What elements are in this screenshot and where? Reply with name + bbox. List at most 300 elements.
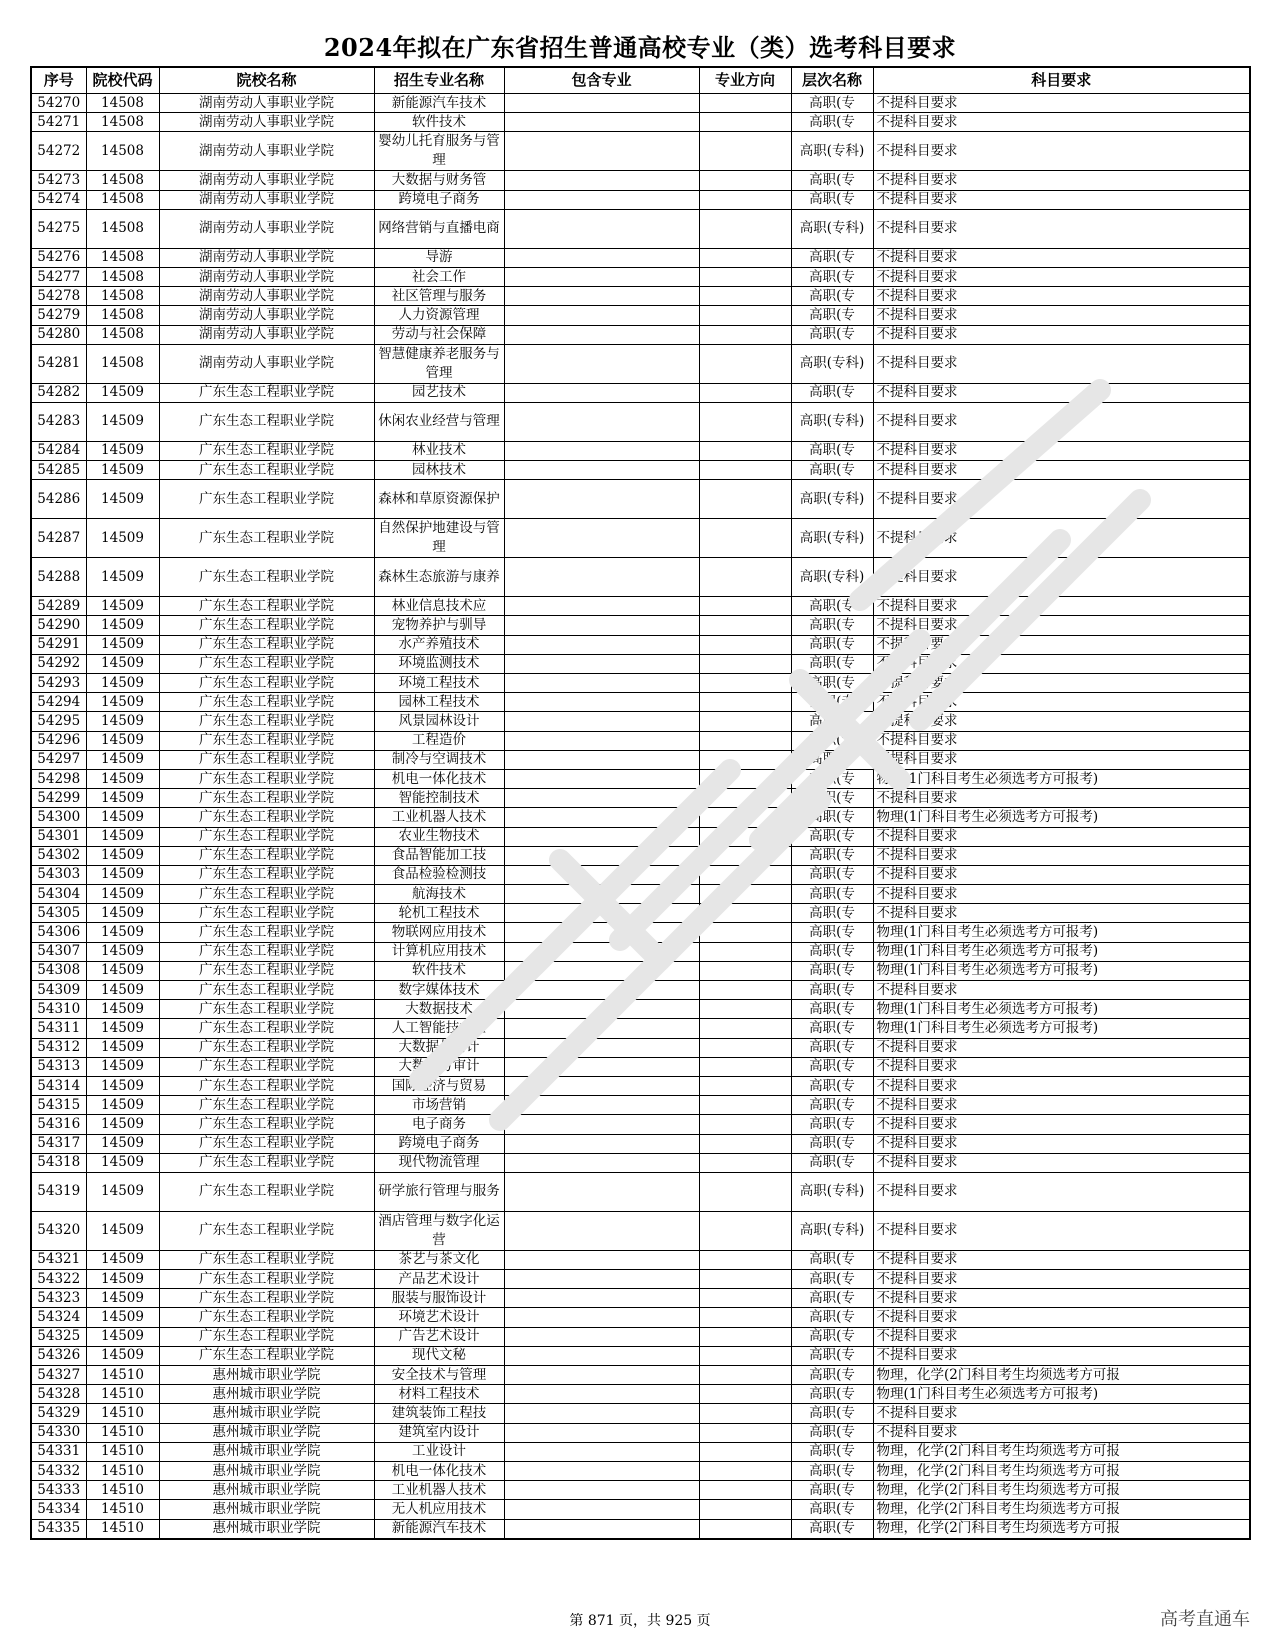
- table-cell: 广东生态工程职业学院: [159, 923, 374, 942]
- table-cell: [699, 1038, 791, 1057]
- table-cell: [504, 383, 699, 402]
- table-cell: [504, 769, 699, 788]
- table-cell: 54318: [31, 1153, 86, 1172]
- table-cell: 休闲农业经营与管理: [374, 402, 504, 441]
- table-cell: [504, 209, 699, 248]
- table-cell: 高职(专: [791, 865, 873, 884]
- table-cell: 14509: [86, 597, 159, 616]
- table-cell: 网络营销与直播电商: [374, 209, 504, 248]
- table-cell: 物理(1门科目考生必须选考方可报考): [873, 961, 1250, 980]
- table-cell: [699, 1404, 791, 1423]
- table-cell: 惠州城市职业学院: [159, 1366, 374, 1385]
- table-cell: [504, 267, 699, 286]
- table-cell: 14509: [86, 750, 159, 769]
- table-cell: 环境工程技术: [374, 674, 504, 693]
- table-cell: 不提科目要求: [873, 1404, 1250, 1423]
- table-cell: [504, 635, 699, 654]
- table-row: [31, 1038, 1250, 1057]
- table-cell: 森林和草原资源保护: [374, 480, 504, 519]
- table-cell: 软件技术: [374, 961, 504, 980]
- table-cell: 航海技术: [374, 885, 504, 904]
- table-cell: 高职(专: [791, 1481, 873, 1500]
- table-cell: 不提科目要求: [873, 306, 1250, 325]
- table-cell: 不提科目要求: [873, 519, 1250, 558]
- table-cell: [699, 1057, 791, 1076]
- table-cell: [699, 190, 791, 209]
- table-cell: 54286: [31, 480, 86, 519]
- table-cell: 14509: [86, 383, 159, 402]
- table-cell: [504, 248, 699, 267]
- table-cell: [504, 923, 699, 942]
- table-cell: 54325: [31, 1327, 86, 1346]
- table-cell: [699, 789, 791, 808]
- table-cell: 14508: [86, 306, 159, 325]
- table-cell: [504, 789, 699, 808]
- table-cell: 不提科目要求: [873, 190, 1250, 209]
- table-cell: 14509: [86, 635, 159, 654]
- table-cell: 14509: [86, 616, 159, 635]
- table-cell: 14509: [86, 654, 159, 673]
- table-cell: 14510: [86, 1442, 159, 1461]
- table-cell: [504, 190, 699, 209]
- table-cell: 高职(专: [791, 885, 873, 904]
- table-cell: 森林生态旅游与康养: [374, 558, 504, 597]
- table-cell: [504, 1519, 699, 1539]
- table-cell: 高职(专: [791, 731, 873, 750]
- table-cell: [504, 306, 699, 325]
- table-cell: 14509: [86, 1346, 159, 1365]
- table-cell: 机电一体化技术: [374, 769, 504, 788]
- table-row: [31, 1519, 1250, 1539]
- table-cell: 广东生态工程职业学院: [159, 750, 374, 769]
- table-cell: 高职(专: [791, 383, 873, 402]
- table-row: [31, 1115, 1250, 1134]
- table-cell: [504, 113, 699, 132]
- column-header: 科目要求: [873, 67, 1250, 94]
- table-cell: 湖南劳动人事职业学院: [159, 325, 374, 344]
- table-cell: 广东生态工程职业学院: [159, 519, 374, 558]
- table-cell: 高职(专: [791, 1327, 873, 1346]
- table-cell: 不提科目要求: [873, 1134, 1250, 1153]
- table-row: [31, 1404, 1250, 1423]
- table-row: [31, 209, 1250, 248]
- table-row: [31, 693, 1250, 712]
- table-cell: 54278: [31, 287, 86, 306]
- table-cell: [699, 1327, 791, 1346]
- table-cell: [699, 1442, 791, 1461]
- table-cell: [504, 1346, 699, 1365]
- table-row: [31, 248, 1250, 267]
- table-row: [31, 808, 1250, 827]
- table-cell: 水产养殖技术: [374, 635, 504, 654]
- table-cell: 广东生态工程职业学院: [159, 981, 374, 1000]
- table-cell: [699, 1308, 791, 1327]
- table-cell: 不提科目要求: [873, 461, 1250, 480]
- table-cell: 高职(专: [791, 808, 873, 827]
- table-cell: 14509: [86, 827, 159, 846]
- table-cell: 农业生物技术: [374, 827, 504, 846]
- table-cell: 14509: [86, 1250, 159, 1269]
- table-cell: 酒店管理与数字化运营: [374, 1211, 504, 1250]
- table-cell: 54302: [31, 846, 86, 865]
- table-cell: 14509: [86, 693, 159, 712]
- table-cell: 广东生态工程职业学院: [159, 769, 374, 788]
- table-cell: [699, 616, 791, 635]
- table-cell: 广东生态工程职业学院: [159, 1211, 374, 1250]
- table-cell: 广东生态工程职业学院: [159, 1289, 374, 1308]
- table-cell: 大数据与审计: [374, 1057, 504, 1076]
- table-cell: 不提科目要求: [873, 1250, 1250, 1269]
- table-cell: [504, 1270, 699, 1289]
- table-cell: 园林技术: [374, 461, 504, 480]
- table-row: [31, 267, 1250, 286]
- table-cell: 54294: [31, 693, 86, 712]
- table-cell: 新能源汽车技术: [374, 1519, 504, 1539]
- table-cell: 14508: [86, 248, 159, 267]
- table-cell: 园艺技术: [374, 383, 504, 402]
- table-cell: 不提科目要求: [873, 113, 1250, 132]
- table-cell: 14509: [86, 808, 159, 827]
- table-row: [31, 519, 1250, 558]
- table-cell: [504, 750, 699, 769]
- table-row: [31, 325, 1250, 344]
- table-cell: [699, 325, 791, 344]
- table-cell: 跨境电子商务: [374, 190, 504, 209]
- table-cell: 不提科目要求: [873, 654, 1250, 673]
- table-cell: 惠州城市职业学院: [159, 1404, 374, 1423]
- table-cell: 高职(专科): [791, 1211, 873, 1250]
- table-cell: 高职(专: [791, 461, 873, 480]
- table-cell: 不提科目要求: [873, 731, 1250, 750]
- table-cell: 茶艺与茶文化: [374, 1250, 504, 1269]
- table-cell: 物理(1门科目考生必须选考方可报考): [873, 808, 1250, 827]
- table-cell: 14508: [86, 132, 159, 171]
- table-row: [31, 1289, 1250, 1308]
- table-cell: [504, 402, 699, 441]
- table-cell: [699, 1019, 791, 1038]
- table-cell: [504, 171, 699, 190]
- table-cell: 广东生态工程职业学院: [159, 1115, 374, 1134]
- table-cell: 54299: [31, 789, 86, 808]
- table-cell: 不提科目要求: [873, 789, 1250, 808]
- table-cell: 高职(专: [791, 1346, 873, 1365]
- table-cell: [699, 480, 791, 519]
- table-cell: [699, 267, 791, 286]
- table-cell: 54296: [31, 731, 86, 750]
- table-row: [31, 1308, 1250, 1327]
- table-cell: 高职(专: [791, 1289, 873, 1308]
- table-header-row: [31, 67, 1250, 94]
- table-row: [31, 865, 1250, 884]
- table-cell: 54290: [31, 616, 86, 635]
- table-cell: 广东生态工程职业学院: [159, 1327, 374, 1346]
- table-row: [31, 461, 1250, 480]
- table-cell: 不提科目要求: [873, 402, 1250, 441]
- table-cell: 14509: [86, 1038, 159, 1057]
- table-cell: 高职(专: [791, 1038, 873, 1057]
- table-cell: 广东生态工程职业学院: [159, 1000, 374, 1019]
- table-cell: 广东生态工程职业学院: [159, 1308, 374, 1327]
- table-cell: [504, 558, 699, 597]
- table-cell: 不提科目要求: [873, 132, 1250, 171]
- table-cell: 广东生态工程职业学院: [159, 1172, 374, 1211]
- table-cell: 惠州城市职业学院: [159, 1423, 374, 1442]
- table-cell: 高职(专: [791, 1076, 873, 1095]
- table-cell: [504, 1289, 699, 1308]
- table-cell: 54275: [31, 209, 86, 248]
- table-body: [31, 94, 1250, 1539]
- table-cell: 54305: [31, 904, 86, 923]
- table-row: [31, 654, 1250, 673]
- table-cell: 不提科目要求: [873, 94, 1250, 113]
- table-cell: 不提科目要求: [873, 209, 1250, 248]
- table-row: [31, 827, 1250, 846]
- table-row: [31, 306, 1250, 325]
- table-cell: [699, 942, 791, 961]
- table-cell: 不提科目要求: [873, 981, 1250, 1000]
- table-cell: 高职(专: [791, 1096, 873, 1115]
- table-cell: 14509: [86, 731, 159, 750]
- table-cell: 54273: [31, 171, 86, 190]
- table-cell: 广东生态工程职业学院: [159, 635, 374, 654]
- table-cell: [699, 1000, 791, 1019]
- table-cell: 14509: [86, 942, 159, 961]
- table-row: [31, 674, 1250, 693]
- table-cell: 54319: [31, 1172, 86, 1211]
- table-cell: 物理(1门科目考生必须选考方可报考): [873, 942, 1250, 961]
- table-cell: [504, 885, 699, 904]
- table-cell: 不提科目要求: [873, 1308, 1250, 1327]
- table-cell: 不提科目要求: [873, 1172, 1250, 1211]
- table-cell: 54297: [31, 750, 86, 769]
- table-cell: 高职(专: [791, 171, 873, 190]
- table-cell: [504, 865, 699, 884]
- table-cell: 高职(专: [791, 1500, 873, 1519]
- table-row: [31, 1366, 1250, 1385]
- table-cell: 54281: [31, 344, 86, 383]
- table-cell: 不提科目要求: [873, 248, 1250, 267]
- table-cell: [699, 132, 791, 171]
- page-footer: 第 871 页，共 925 页: [569, 1613, 711, 1629]
- table-cell: 婴幼儿托育服务与管理: [374, 132, 504, 171]
- table-cell: 14509: [86, 674, 159, 693]
- table-cell: 高职(专: [791, 1000, 873, 1019]
- table-cell: [699, 750, 791, 769]
- table-cell: [504, 1057, 699, 1076]
- table-cell: 高职(专科): [791, 480, 873, 519]
- table-row: [31, 1250, 1250, 1269]
- table-cell: 劳动与社会保障: [374, 325, 504, 344]
- table-cell: [504, 461, 699, 480]
- table-cell: 广东生态工程职业学院: [159, 865, 374, 884]
- table-cell: 54293: [31, 674, 86, 693]
- table-row: [31, 1172, 1250, 1211]
- table-cell: 惠州城市职业学院: [159, 1481, 374, 1500]
- table-cell: [504, 1404, 699, 1423]
- table-cell: [699, 248, 791, 267]
- table-cell: 不提科目要求: [873, 674, 1250, 693]
- table-row: [31, 750, 1250, 769]
- table-cell: [699, 1423, 791, 1442]
- table-cell: 高职(专科): [791, 519, 873, 558]
- table-cell: [699, 1250, 791, 1269]
- table-cell: 54309: [31, 981, 86, 1000]
- table-cell: 广东生态工程职业学院: [159, 827, 374, 846]
- table-cell: [699, 461, 791, 480]
- table-cell: [699, 1519, 791, 1539]
- table-cell: 高职(专: [791, 693, 873, 712]
- table-cell: 14509: [86, 1000, 159, 1019]
- table-cell: 新能源汽车技术: [374, 94, 504, 113]
- table-cell: 不提科目要求: [873, 344, 1250, 383]
- table-cell: [699, 94, 791, 113]
- table-cell: 高职(专: [791, 635, 873, 654]
- table-cell: [504, 1461, 699, 1480]
- table-cell: 计算机应用技术: [374, 942, 504, 961]
- table-cell: [699, 1346, 791, 1365]
- table-cell: 广东生态工程职业学院: [159, 1250, 374, 1269]
- table-cell: 惠州城市职业学院: [159, 1500, 374, 1519]
- table-cell: 14509: [86, 981, 159, 1000]
- table-cell: 54322: [31, 1270, 86, 1289]
- table-cell: 不提科目要求: [873, 1423, 1250, 1442]
- table-cell: 54271: [31, 113, 86, 132]
- table-cell: 不提科目要求: [873, 865, 1250, 884]
- table-cell: 高职(专科): [791, 402, 873, 441]
- table-row: [31, 1134, 1250, 1153]
- table-cell: 不提科目要求: [873, 267, 1250, 286]
- table-cell: 惠州城市职业学院: [159, 1442, 374, 1461]
- table-row: [31, 961, 1250, 980]
- table-cell: 14509: [86, 1308, 159, 1327]
- table-cell: [504, 325, 699, 344]
- table-cell: 工业机器人技术: [374, 1481, 504, 1500]
- requirements-table: [30, 66, 1251, 1540]
- table-cell: 湖南劳动人事职业学院: [159, 171, 374, 190]
- table-cell: 广东生态工程职业学院: [159, 961, 374, 980]
- table-cell: 14509: [86, 1289, 159, 1308]
- table-cell: [699, 383, 791, 402]
- table-cell: 高职(专: [791, 1153, 873, 1172]
- table-cell: 服装与服饰设计: [374, 1289, 504, 1308]
- table-cell: [699, 597, 791, 616]
- table-cell: 物理，化学(2门科目考生均须选考方可报: [873, 1442, 1250, 1461]
- table-cell: 54320: [31, 1211, 86, 1250]
- table-cell: 物理(1门科目考生必须选考方可报考): [873, 1019, 1250, 1038]
- table-cell: [504, 287, 699, 306]
- table-cell: [504, 1308, 699, 1327]
- table-row: [31, 132, 1250, 171]
- table-row: [31, 94, 1250, 113]
- table-cell: 14509: [86, 1076, 159, 1095]
- table-cell: 不提科目要求: [873, 480, 1250, 519]
- table-cell: [504, 981, 699, 1000]
- table-cell: 不提科目要求: [873, 635, 1250, 654]
- table-cell: [504, 961, 699, 980]
- table-cell: 广东生态工程职业学院: [159, 1153, 374, 1172]
- table-cell: 不提科目要求: [873, 846, 1250, 865]
- table-cell: 54300: [31, 808, 86, 827]
- table-cell: 54326: [31, 1346, 86, 1365]
- table-cell: [699, 846, 791, 865]
- table-cell: [699, 171, 791, 190]
- table-cell: 湖南劳动人事职业学院: [159, 344, 374, 383]
- table-cell: 高职(专: [791, 1385, 873, 1404]
- table-cell: 14509: [86, 1172, 159, 1211]
- table-cell: 广东生态工程职业学院: [159, 674, 374, 693]
- table-cell: 高职(专: [791, 190, 873, 209]
- table-cell: 园林工程技术: [374, 693, 504, 712]
- table-cell: 54316: [31, 1115, 86, 1134]
- table-cell: 建筑装饰工程技: [374, 1404, 504, 1423]
- table-cell: [699, 1172, 791, 1211]
- table-cell: 54321: [31, 1250, 86, 1269]
- table-row: [31, 1076, 1250, 1095]
- table-cell: 广东生态工程职业学院: [159, 1019, 374, 1038]
- table-cell: 广东生态工程职业学院: [159, 1346, 374, 1365]
- table-cell: 广东生态工程职业学院: [159, 1057, 374, 1076]
- table-cell: 软件技术: [374, 113, 504, 132]
- table-cell: 制冷与空调技术: [374, 750, 504, 769]
- table-cell: 14509: [86, 1057, 159, 1076]
- table-cell: [504, 519, 699, 558]
- table-cell: 广东生态工程职业学院: [159, 846, 374, 865]
- table-cell: [699, 1115, 791, 1134]
- table-cell: [504, 1250, 699, 1269]
- table-cell: [699, 1481, 791, 1500]
- table-cell: 市场营销: [374, 1096, 504, 1115]
- table-cell: 物理(1门科目考生必须选考方可报考): [873, 923, 1250, 942]
- table-cell: 14509: [86, 885, 159, 904]
- table-cell: 54301: [31, 827, 86, 846]
- table-cell: [504, 1172, 699, 1211]
- table-cell: [699, 654, 791, 673]
- table-cell: 高职(专科): [791, 209, 873, 248]
- table-cell: [699, 1096, 791, 1115]
- table-cell: 54304: [31, 885, 86, 904]
- table-cell: 54335: [31, 1519, 86, 1539]
- table-row: [31, 344, 1250, 383]
- table-cell: 高职(专: [791, 923, 873, 942]
- table-cell: 现代文秘: [374, 1346, 504, 1365]
- table-cell: 14509: [86, 712, 159, 731]
- table-cell: 广东生态工程职业学院: [159, 942, 374, 961]
- table-cell: 14509: [86, 1019, 159, 1038]
- table-cell: 广东生态工程职业学院: [159, 402, 374, 441]
- table-cell: 高职(专: [791, 1019, 873, 1038]
- table-row: [31, 904, 1250, 923]
- table-cell: 广东生态工程职业学院: [159, 1038, 374, 1057]
- table-cell: 不提科目要求: [873, 558, 1250, 597]
- table-row: [31, 287, 1250, 306]
- table-cell: 不提科目要求: [873, 1327, 1250, 1346]
- table-row: [31, 1270, 1250, 1289]
- table-cell: 54277: [31, 267, 86, 286]
- table-cell: 风景园林设计: [374, 712, 504, 731]
- table-cell: 惠州城市职业学院: [159, 1385, 374, 1404]
- table-cell: 林业技术: [374, 441, 504, 460]
- table-cell: 人工智能技术应: [374, 1019, 504, 1038]
- table-cell: 人力资源管理: [374, 306, 504, 325]
- table-cell: 14509: [86, 1270, 159, 1289]
- table-cell: [504, 344, 699, 383]
- table-cell: [699, 1461, 791, 1480]
- table-cell: [504, 616, 699, 635]
- table-cell: 广东生态工程职业学院: [159, 558, 374, 597]
- table-cell: [699, 885, 791, 904]
- table-cell: 自然保护地建设与管理: [374, 519, 504, 558]
- table-cell: 机电一体化技术: [374, 1461, 504, 1480]
